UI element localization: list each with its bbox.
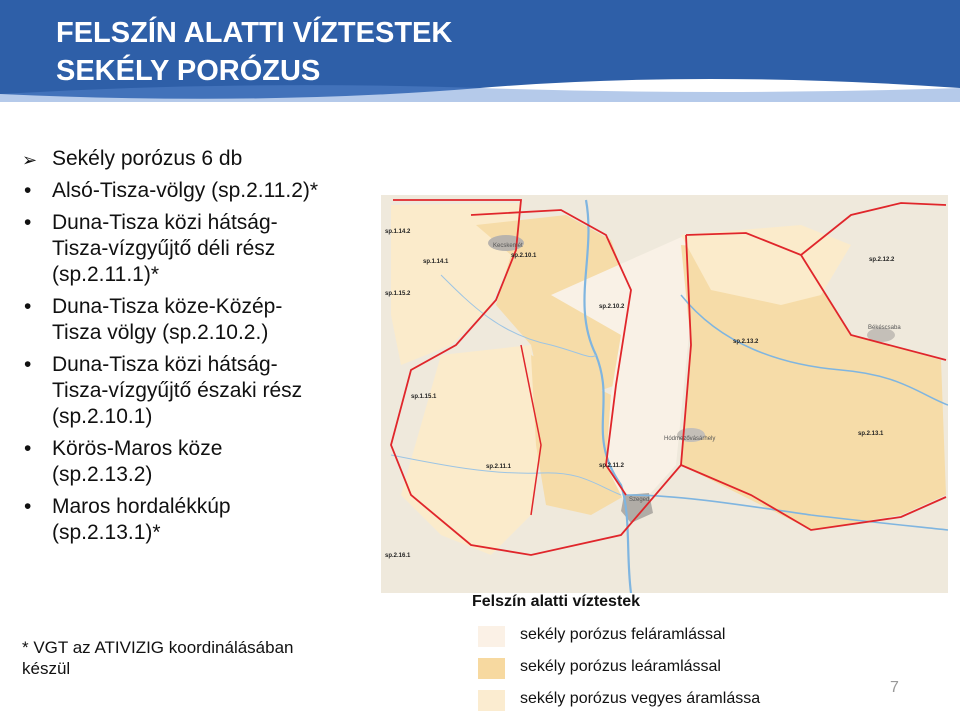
bullet-text-line: Tisza völgy (sp.2.10.2.) [52,321,269,344]
bullet-text-line: Duna-Tisza közi hátság- [52,211,278,234]
bullet-item [22,178,382,204]
footnote [22,637,294,679]
bullet-dot-icon: • [24,179,32,202]
map-label: sp.2.13.2 [733,339,759,345]
bullet-dot-icon: • [24,437,32,460]
city-label: Szeged [629,497,650,503]
city-label: Hódmezővásárhely [664,436,716,442]
bullet-item [22,294,382,346]
bullet-text: Alsó-Tisza-völgy (sp.2.11.2)* [52,179,319,202]
bullet-text-line: Tisza-vízgyűjtő északi rész [52,379,303,402]
bullet-item [22,146,382,172]
title-line-1: FELSZÍN ALATTI VÍZTESTEK [56,17,453,49]
legend-label: sekély porózus leáramlással [520,658,721,675]
city-label: Békéscsaba [868,325,901,331]
map-label: sp.2.16.1 [385,553,411,559]
bullet-text-line: (sp.2.10.1) [52,405,153,428]
city-label: Kecskemét [493,243,523,249]
bullet-text-line: Duna-Tisza közi hátság- [52,353,278,376]
legend-swatch [478,690,505,711]
bullet-text: Sekély porózus 6 db [52,147,243,170]
bullet-item [22,352,382,430]
page-number: 7 [890,679,899,696]
bullet-dot-icon: • [24,295,32,318]
map-label: sp.2.11.2 [599,463,625,469]
footnote-line-2: készül [22,659,71,678]
map-label: sp.1.14.2 [385,229,411,235]
title-line-2: SEKÉLY PORÓZUS [56,55,321,87]
bullet-item [22,436,382,488]
bullet-dot-icon: • [24,353,32,376]
legend-label: sekély porózus feláramlással [520,626,726,643]
bullet-dot-icon: • [24,211,32,234]
footnote-line-1: * VGT az ATIVIZIG koordinálásában [22,638,294,657]
bullet-item [22,210,382,288]
map-label: sp.1.14.1 [423,259,449,265]
map-label: sp.2.10.2 [599,304,625,310]
bullet-text-line: (sp.2.11.1)* [52,263,159,286]
bullet-list [22,146,382,552]
bullet-text-line: Maros hordalékkúp [52,495,231,518]
legend-title: Felszín alatti víztestek [472,593,641,610]
map-label: sp.2.10.1 [511,253,537,259]
bullet-text-line: Duna-Tisza köze-Közép- [52,295,283,318]
legend-swatch [478,626,505,647]
map-label: sp.1.15.1 [411,394,437,400]
legend-label: sekély porózus vegyes áramlássa [520,690,761,707]
bullet-text-line: (sp.2.13.2) [52,463,153,486]
bullet-text-line: Körös-Maros köze [52,437,223,460]
map-label: sp.2.11.1 [486,464,512,470]
bullet-text-line: Tisza-vízgyűjtő déli rész [52,237,276,260]
map-label: sp.2.12.2 [869,257,895,263]
map-svg [381,195,948,593]
bullet-text-line: (sp.2.13.1)* [52,521,161,544]
map-label: sp.2.13.1 [858,431,884,437]
legend-swatch [478,658,505,679]
bullet-dot-icon: • [24,495,32,518]
arrow-bullet-icon: ➢ [22,150,38,170]
bullet-item [22,494,382,546]
groundwater-map [381,195,948,593]
slide-title [56,14,452,90]
map-label: sp.1.15.2 [385,291,411,297]
slide-header [0,0,960,102]
